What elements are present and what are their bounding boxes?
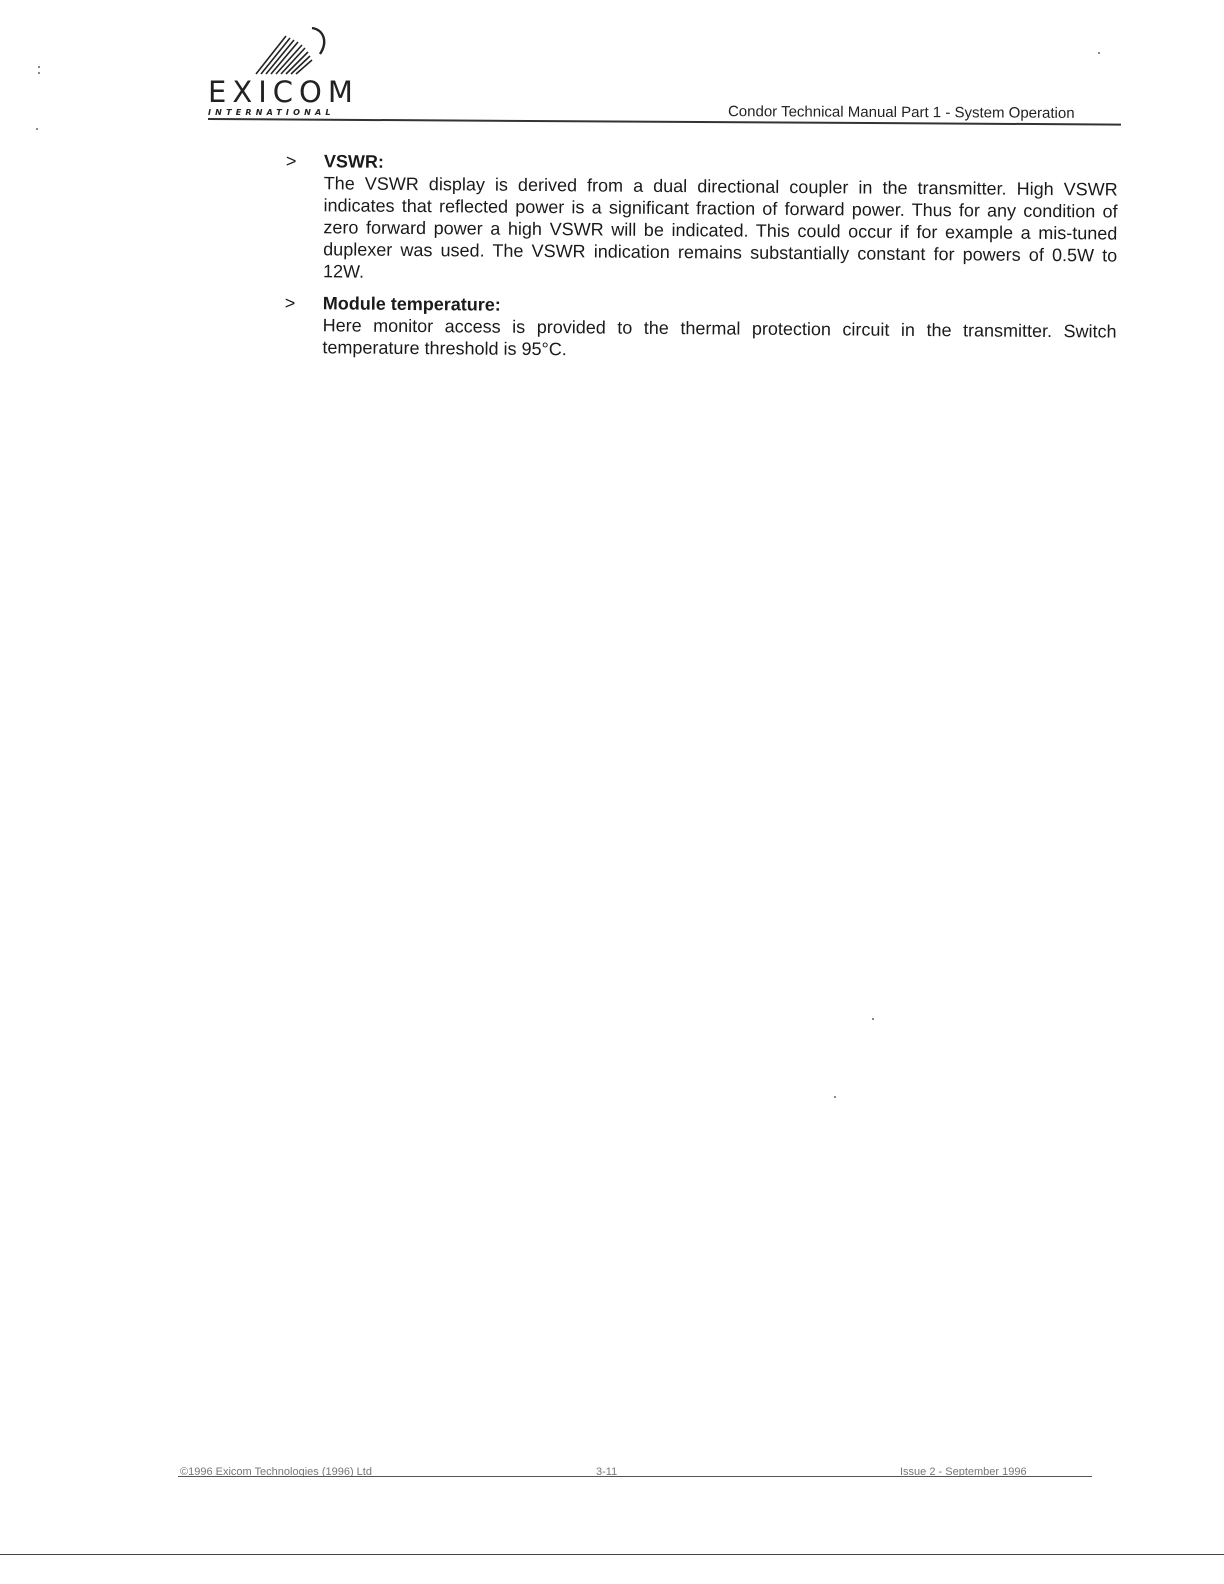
bullet-arrow: > bbox=[285, 150, 297, 172]
document-body bbox=[284, 150, 1118, 375]
scan-speck bbox=[38, 72, 40, 74]
exicom-logo-icon bbox=[252, 22, 332, 78]
section-module-temperature bbox=[284, 292, 1116, 365]
footer-divider bbox=[178, 1476, 1092, 1477]
section-paragraph: The VSWR display is derived from a dual directional coupler in the transmitter. High VSWR indicates that reflected power is a significant fraction of forward power. Thus for any condition of zero forward power a high VSWR will be indicated. This could occur if for example a mis-tuned duplexer was used. The VSWR indication remains substantially constant for powers of 0.5W to 12W. bbox=[322, 173, 1118, 282]
page-header-title: Condor Technical Manual Part 1 - System Operation bbox=[727, 103, 1075, 122]
scan-speck bbox=[872, 1018, 874, 1020]
bullet-arrow: > bbox=[284, 292, 296, 314]
logo-wordmark: EXICOM bbox=[208, 75, 359, 109]
scan-speck bbox=[1098, 52, 1100, 54]
section-vswr bbox=[285, 150, 1118, 289]
section-heading: Module temperature: bbox=[322, 293, 501, 315]
footer-issue: Issue 2 - September 1996 bbox=[900, 1466, 1027, 1476]
section-paragraph: Here monitor access is provided to the thermal protection circuit in the transmitter. Switch temperature threshold is 95°C. bbox=[322, 315, 1117, 360]
section-heading: VSWR: bbox=[323, 151, 384, 172]
company-logo bbox=[208, 22, 368, 122]
footer-copyright: ©1996 Exicom Technologies (1996) Ltd bbox=[180, 1466, 372, 1476]
scan-speck bbox=[38, 66, 40, 68]
logo-subtitle: INTERNATIONAL bbox=[208, 108, 335, 117]
page-bottom-edge bbox=[0, 1554, 1224, 1555]
footer-page-number: 3-11 bbox=[596, 1466, 618, 1476]
scan-speck bbox=[36, 128, 38, 130]
scan-speck bbox=[834, 1096, 836, 1098]
